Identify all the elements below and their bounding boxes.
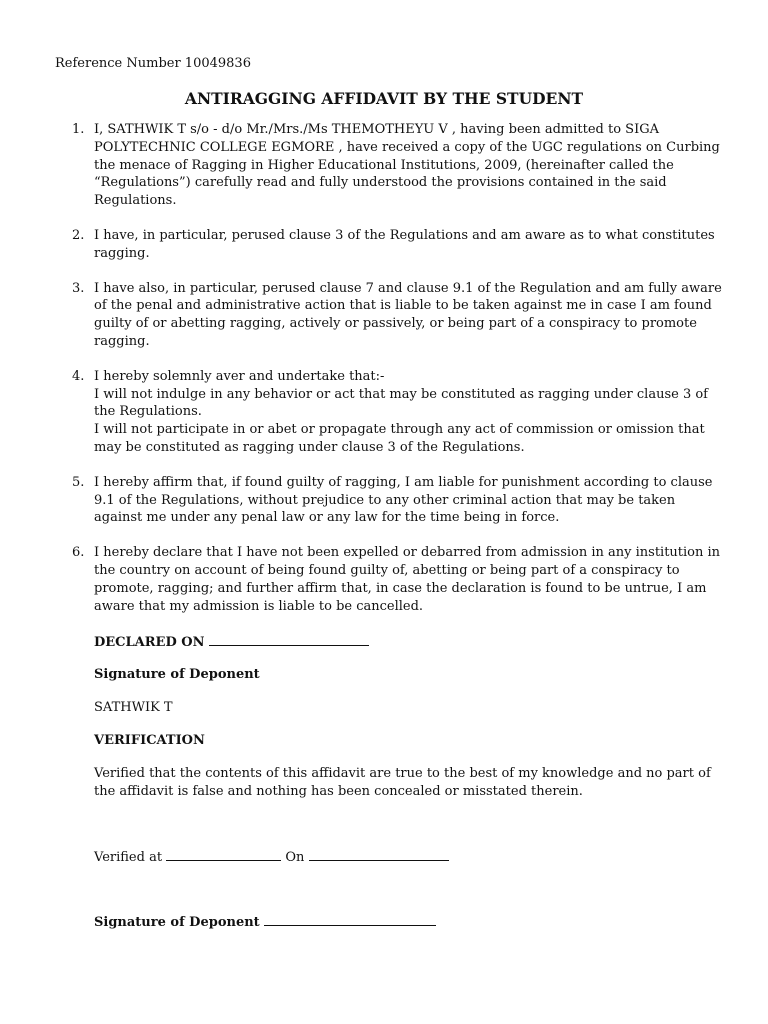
clause-text-line: 9.1 of the Regulations, without prejudice to any other criminal action that may be taken [94,492,676,508]
on-label: On [285,850,305,865]
clause-text-line: I have also, in particular, perused clause 7 and clause 9.1 of the Regulation and am fully aware [94,280,722,296]
clause-text-line: “Regulations”) carefully read and fully understood the provisions contained in the said [94,175,667,191]
clause-5 [55,474,725,527]
clause-text-line: the Regulations. [94,404,202,420]
verified-at-blank [166,848,281,861]
clause-text-line: I have, in particular, perused clause 3 of the Regulations and am aware as to what constitutes [94,227,715,243]
declared-on-label: DECLARED ON [94,635,205,650]
verified-at-label: Verified at [94,850,163,865]
clause-text-line: I hereby solemnly aver and undertake that:- [94,368,385,384]
clause-text-line: of the penal and administrative action that is liable to be taken against me in case I am found [94,298,712,314]
clause-text-line: Regulations. [94,193,177,209]
clause-6 [55,544,725,615]
final-signature-row [94,913,436,932]
clause-4 [55,368,725,457]
on-date-blank [309,848,449,861]
clause-number: 3. [72,280,85,296]
verified-at-row [94,848,449,867]
clause-text-line: I hereby affirm that, if found guilty of ragging, I am liable for punishment according to clause [94,474,713,490]
clause-number: 6. [72,545,85,561]
final-signature-blank [264,913,436,926]
clause-text-line: against me under any penal law or any law for the time being in force. [94,510,560,526]
final-signature-label: Signature of Deponent [94,915,260,930]
deponent-name: SATHWIK T [94,700,173,715]
verification-text [94,765,711,801]
clause-number: 2. [72,227,85,243]
clause-2 [55,227,725,263]
reference-number: Reference Number 10049836 [55,56,251,71]
clause-text-line: promote, ragging; and further affirm that, in case the declaration is found to be untrue, I am [94,580,707,596]
clause-text-line: guilty of or abetting ragging, actively or passively, or being part of a conspiracy to promote [94,316,697,332]
verification-text-line: the affidavit is false and nothing has been concealed or misstated therein. [94,783,583,799]
affidavit-clauses [55,121,725,615]
clause-text-line: may be constituted as ragging under clause 3 of the Regulations. [94,439,525,455]
clause-3 [55,280,725,351]
signature-of-deponent-label: Signature of Deponent [94,667,260,682]
clause-text-line: I will not participate in or abet or propagate through any act of commission or omission that [94,422,705,438]
clause-text-line: POLYTECHNIC COLLEGE EGMORE , have received a copy of the UGC regulations on Curbing [94,139,720,155]
verification-text-line: Verified that the contents of this affidavit are true to the best of my knowledge and no part of [94,766,711,781]
clause-number: 1. [72,122,85,137]
clause-text-line: aware that my admission is liable to be cancelled. [94,598,424,614]
clause-1 [55,121,725,210]
clause-text-line: the menace of Ragging in Higher Educational Institutions, 2009, (hereinafter called the [94,157,674,173]
clause-text-line: ragging. [94,333,150,349]
document-title: ANTIRAGGING AFFIDAVIT BY THE STUDENT [184,89,584,108]
clause-text-line: I will not indulge in any behavior or act that may be constituted as ragging under clause 3 of [94,386,708,402]
clause-number: 5. [72,474,85,490]
clause-text-line: the country on account of being found guilty of, abetting or being part of a conspiracy to [94,562,680,578]
declared-on-blank [209,633,369,646]
clause-text-line: I hereby declare that I have not been expelled or debarred from admission in any institution in [94,545,721,561]
clause-text-line: ragging. [94,245,150,261]
clause-text-line: I, SATHWIK T s/o - d/o Mr./Mrs./Ms THEMOTHEYU V , having been admitted to SIGA [94,122,659,137]
verification-heading: VERIFICATION [94,733,205,748]
declared-on-row [94,633,369,652]
clause-number: 4. [72,368,85,384]
